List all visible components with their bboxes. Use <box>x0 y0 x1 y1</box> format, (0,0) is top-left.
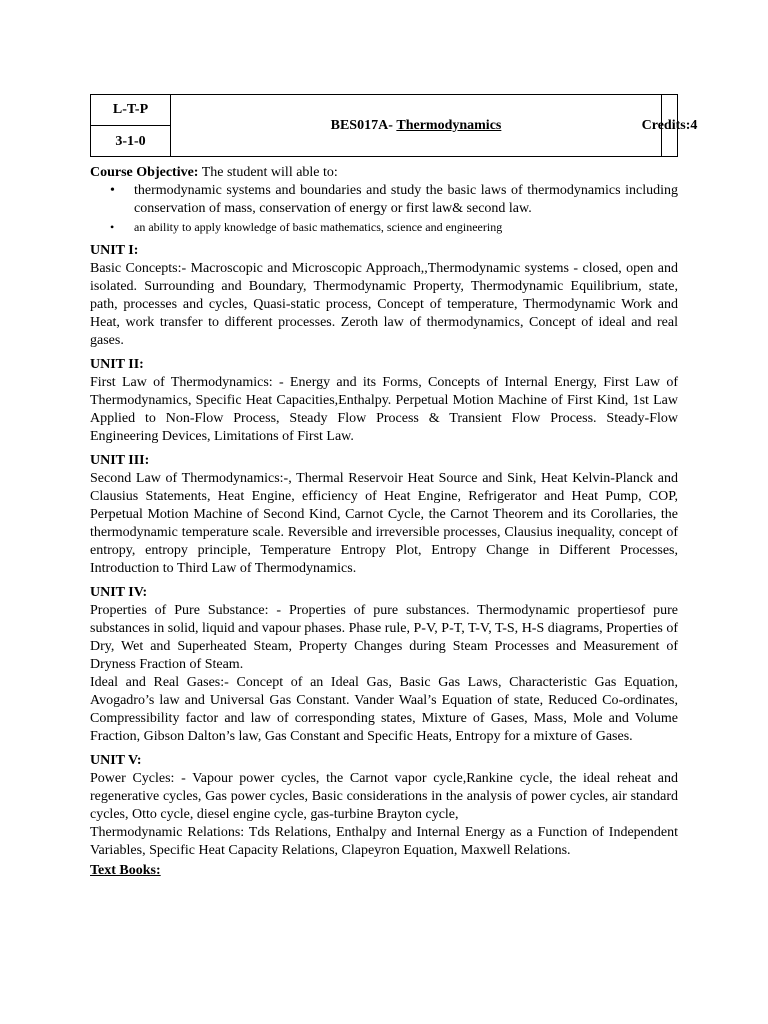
course-header-table <box>90 94 698 157</box>
ltp-value: 3-1-0 <box>115 133 146 149</box>
unit-title: UNIT I: <box>90 243 139 258</box>
ltp-label: L-T-P <box>91 95 170 126</box>
unit-paragraph: Power Cycles: - Vapour power cycles, the Carnot vapor cycle,Rankine cycle, the ideal reheat and regenerative cycles, Gas power cycles, Basic considerations in the analysis of power cycles, air standard cycles, Otto cycle, diesel engine cycle, gas-turbine Brayton cycle, <box>90 771 678 822</box>
unit-3 <box>90 452 678 578</box>
unit-title: UNIT V: <box>90 753 142 768</box>
unit-title: UNIT IV: <box>90 585 148 600</box>
ltp-column <box>91 95 171 156</box>
course-name: Thermodynamics <box>396 117 502 133</box>
unit-paragraph: Basic Concepts:- Macroscopic and Microscopic Approach,,Thermodynamic systems - closed, open and isolated. Surrounding and Boundary, Thermodynamic Property, Thermodynamic Equilibrium, state, path, processes and cycles, Quasi-static process, Concept of temperature, Thermodynamic Work and Heat, work transfer to different processes. Zeroth law of thermodynamics, Concept of ideal and real gases. <box>90 261 678 348</box>
unit-paragraph: Thermodynamic Relations: Tds Relations, Enthalpy and Internal Energy as a Function of Independent Variables, Specific Heat Capacity Relations, Clapeyron Equation, Maxwell Relations. <box>90 825 678 858</box>
objective-label: Course Objective: <box>90 165 199 180</box>
unit-paragraph: Second Law of Thermodynamics:-, Thermal Reservoir Heat Source and Sink, Heat Kelvin-Planck and Clausius Statements, Heat Engine, efficiency of Heat Engine, Refrigerator and Heat Pump, COP, Perpetual Motion Machine of Second Kind, Carnot Cycle, the Carnot Theorem and its Corollaries, the thermodynamic temperature scale. Reversible and irreversible processes, Clausius inequality, concept of entropy, entropy principle, Temperature Entropy Plot, Entropy Change in Different Processes, Introduction to Third Law of Thermodynamics. <box>90 471 678 576</box>
unit-5 <box>90 752 678 860</box>
course-title-cell <box>171 95 662 156</box>
course-code: BES017A- <box>330 117 393 133</box>
textbooks-heading: Text Books: <box>90 863 161 878</box>
unit-paragraph: Properties of Pure Substance: - Properties of pure substances. Thermodynamic propertiesof pure substances in solid, liquid and vapour phases. Phase rule, P-V, P-T, T-V, T-S, H-S diagrams, Properties of Dry, Wet and Superheated Steam, Property Changes during Steam Processes and Measurement of Dryness Fraction of Steam. <box>90 603 678 672</box>
unit-title: UNIT II: <box>90 357 144 372</box>
unit-title: UNIT III: <box>90 453 150 468</box>
objective-list <box>90 182 678 236</box>
unit-4 <box>90 584 678 746</box>
unit-1 <box>90 242 678 350</box>
syllabus-body <box>90 160 678 880</box>
objective-item: • an ability to apply knowledge of basic mathematics, science and engineering <box>134 218 678 236</box>
objective-intro: The student will able to: <box>198 165 338 180</box>
objective-item: • thermodynamic systems and boundaries and study the basic laws of thermodynamics including conservation of mass, conservation of energy or first law& second law. <box>134 182 678 218</box>
credits-cell: Credits:4 <box>641 117 698 133</box>
unit-paragraph: Ideal and Real Gases:- Concept of an Ideal Gas, Basic Gas Laws, Characteristic Gas Equation, Avogadro’s law and Universal Gas Constant. Vander Waal’s Equation of state, Reduced Co-ordinates, Compressibility factor and law of corresponding states, Mixture of Gases, Mass, Mole and Volume Fraction, Gibson Dalton’s law, Gas Constant and Specific Heats, Entropy for a mixture of Gases. <box>90 675 678 744</box>
course-objective <box>90 164 678 182</box>
unit-2 <box>90 356 678 446</box>
unit-paragraph: First Law of Thermodynamics: - Energy and its Forms, Concepts of Internal Energy, First Law of Thermodynamics, Specific Heat Capacities,Enthalpy. Perpetual Motion Machine of First Kind, 1st Law Applied to Non-Flow Process, Steady Flow Process & Transient Flow Process. Steady-Flow Engineering Devices, Limitations of First Law. <box>90 375 678 444</box>
